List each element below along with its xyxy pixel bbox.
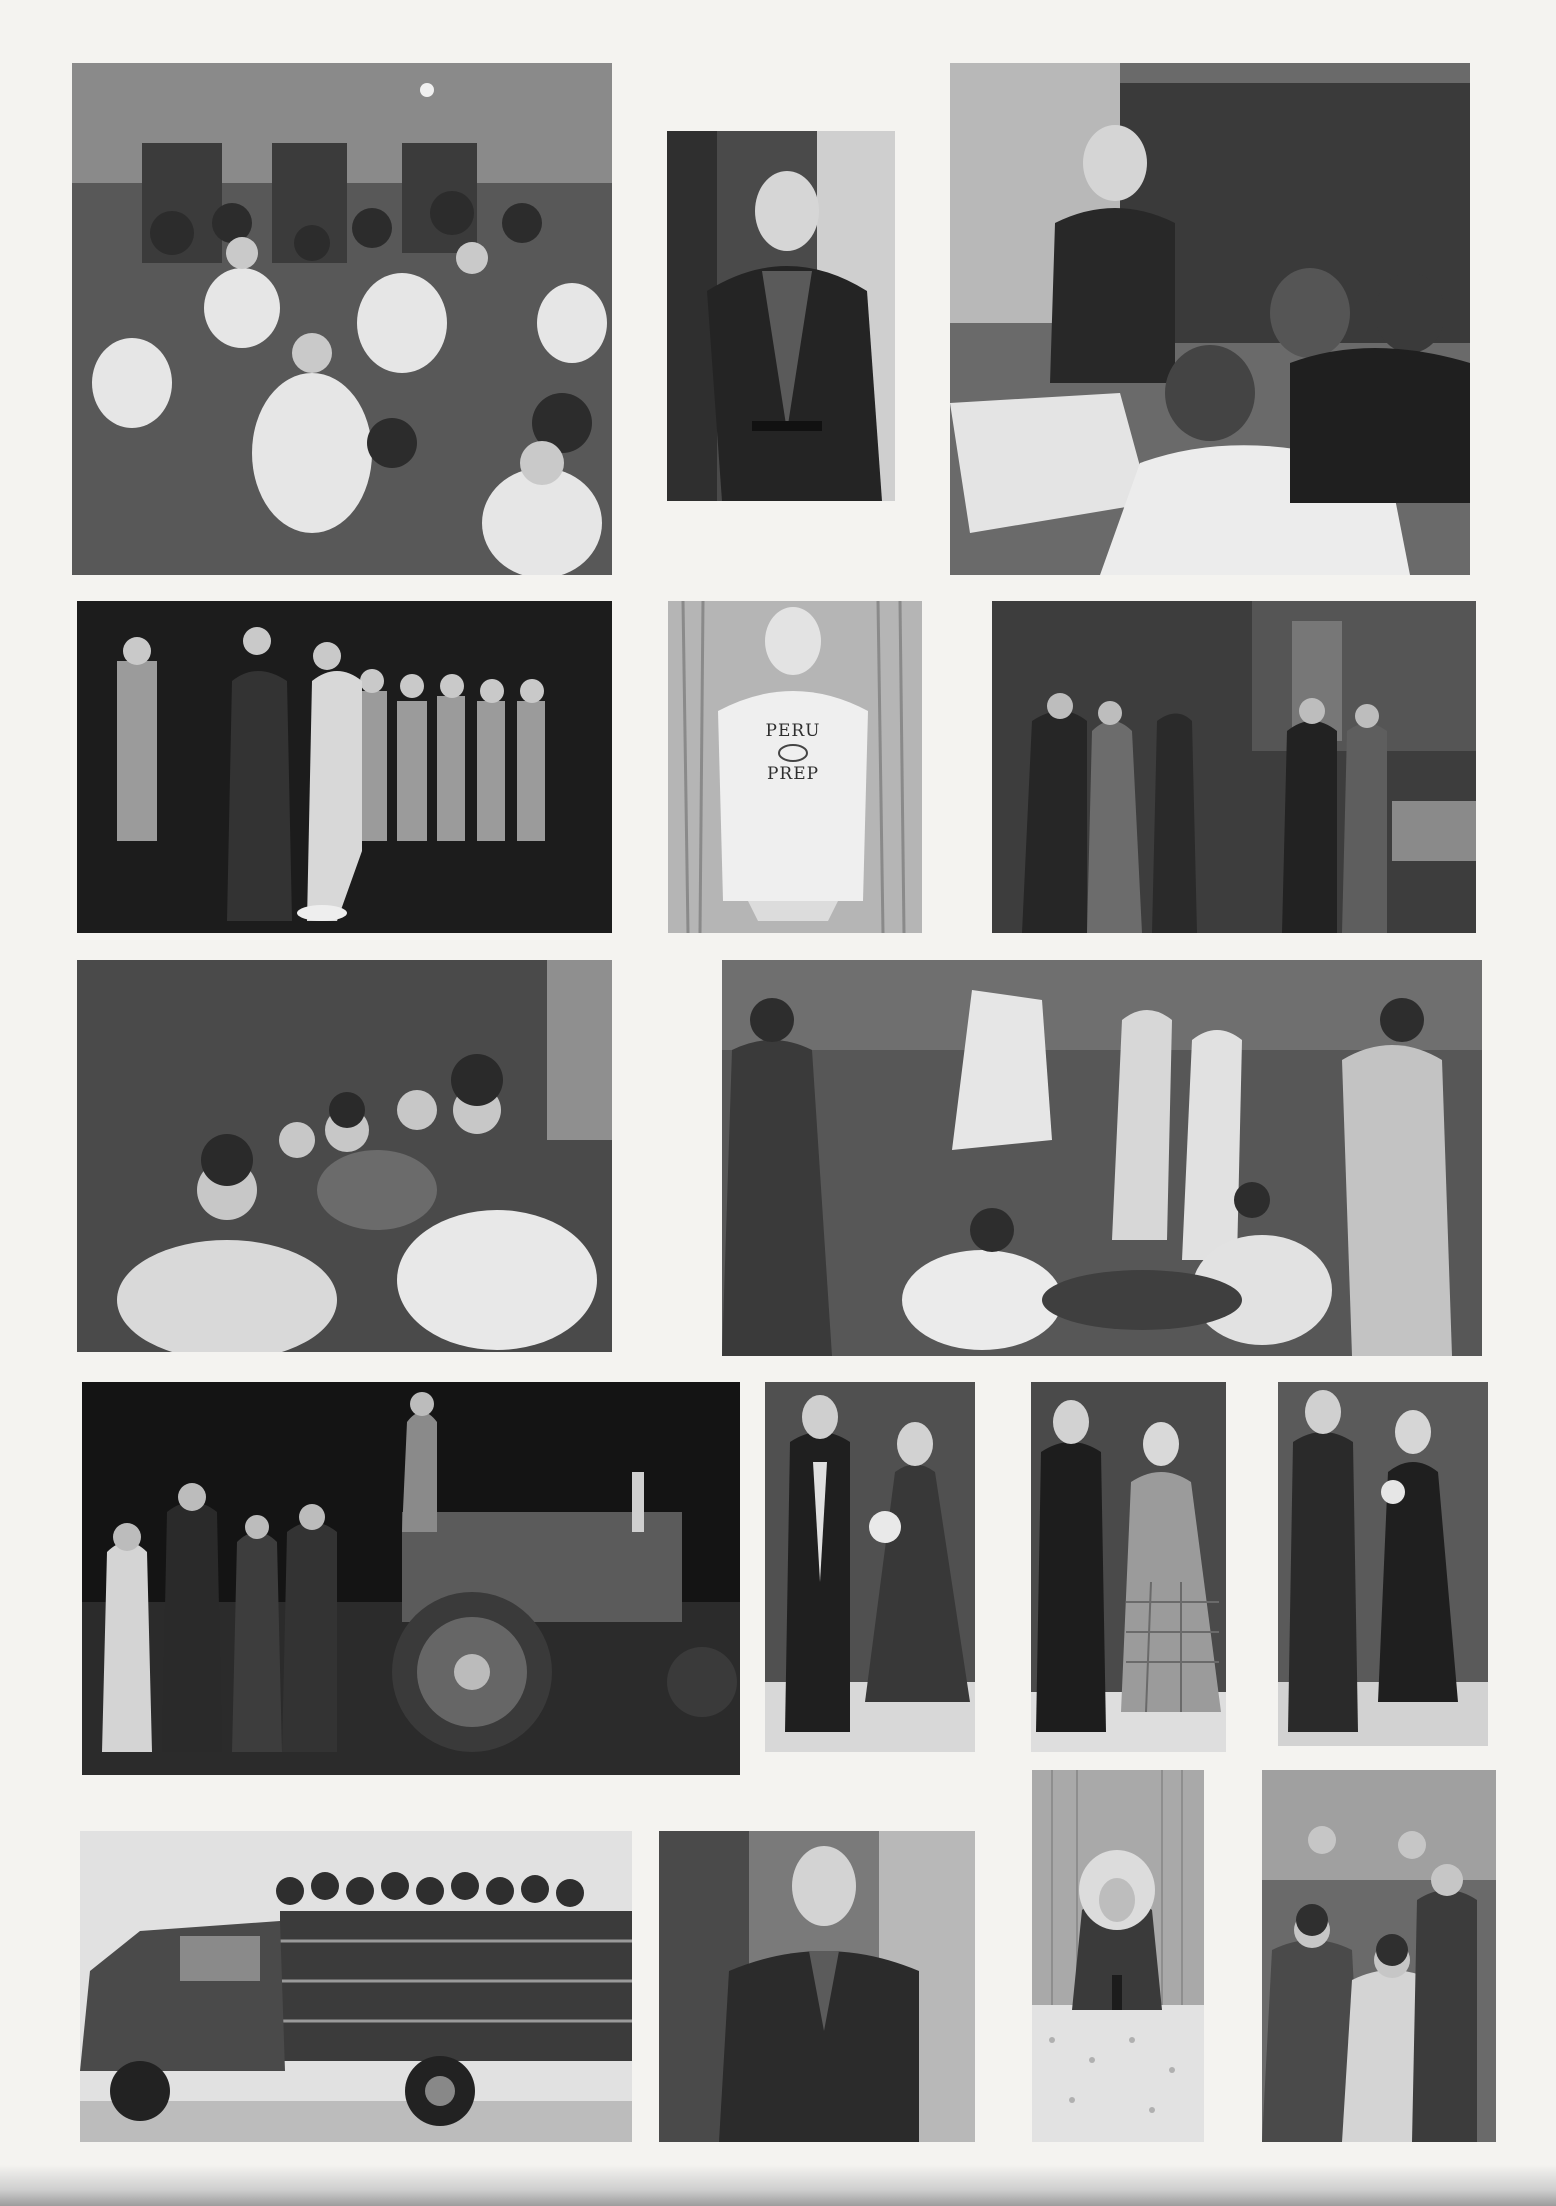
truck-students-image (80, 1831, 632, 2142)
table-gathering-image (950, 63, 1470, 575)
plaid-dress-image (1031, 1382, 1226, 1752)
sweater-text-peru: PERU (765, 721, 821, 741)
photo-truck-students (80, 1831, 632, 2142)
homecoming-queen-image (765, 1382, 975, 1752)
photo-slumber-party (722, 960, 1482, 1356)
tractor-night-image (82, 1382, 740, 1775)
photo-peru-prep-child (668, 601, 922, 933)
veil-girl-image (1032, 1770, 1204, 2142)
photo-homecoming-queen (765, 1382, 975, 1752)
photo-cafeteria (1262, 1770, 1496, 2142)
photo-floor-party (77, 960, 612, 1352)
photo-man-portrait-2 (659, 1831, 975, 2142)
cafeteria-image (1262, 1770, 1496, 2142)
photo-man-portrait-1 (667, 131, 895, 501)
photo-party-crowd (72, 63, 612, 575)
page-bottom-shadow (0, 2165, 1556, 2206)
photo-table-gathering (950, 63, 1470, 575)
photo-plaid-dress (1031, 1382, 1226, 1752)
photo-basketball-award (77, 601, 612, 933)
slumber-party-image (722, 960, 1482, 1356)
photo-veil-girl (1032, 1770, 1204, 2142)
peru-prep-child-image (668, 601, 922, 933)
photo-couples-dancing (992, 601, 1476, 933)
dark-dress-image (1278, 1382, 1488, 1746)
party-crowd-image (72, 63, 612, 575)
sweater-text-prep: PREP (766, 764, 820, 784)
photo-tractor-night (82, 1382, 740, 1775)
man-portrait-1-image (667, 131, 895, 501)
floor-party-image (77, 960, 612, 1352)
photo-dark-dress (1278, 1382, 1488, 1746)
couples-dancing-image (992, 601, 1476, 933)
man-portrait-2-image (659, 1831, 975, 2142)
basketball-award-image (77, 601, 612, 933)
